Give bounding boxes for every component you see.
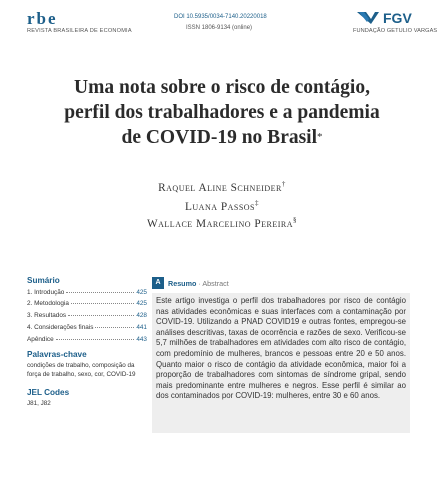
toc-item[interactable] <box>27 289 147 296</box>
summary-heading: Sumário <box>27 276 60 285</box>
fgv-mark-accent <box>359 12 369 22</box>
abstract-label-alt: Abstract <box>202 279 229 288</box>
author <box>0 199 444 213</box>
toc-page: 428 <box>136 312 147 319</box>
fgv-logo-text: FGV <box>383 10 412 25</box>
toc-leader <box>66 291 134 293</box>
toc-item[interactable] <box>27 324 147 331</box>
toc-label: 3. Resultados <box>27 312 67 319</box>
toc-page: 425 <box>136 289 147 296</box>
abstract-heading <box>168 279 229 288</box>
title-line-3 <box>30 125 414 150</box>
author <box>0 216 444 230</box>
toc-item[interactable] <box>27 300 147 307</box>
toc-label: Apêndice <box>27 336 54 343</box>
toc-page: 441 <box>136 324 147 331</box>
abstract-label: Resumo <box>168 279 197 288</box>
foundation-name: FUNDAÇÃO GETULIO VARGAS <box>353 28 438 34</box>
toc-leader <box>68 314 134 316</box>
jel-codes: J81, J82 <box>27 400 51 407</box>
abstract-icon: A <box>152 277 164 289</box>
toc-label: 4. Considerações finais <box>27 324 94 331</box>
issn-text: ISSN 1806-9134 (online) <box>186 25 253 31</box>
toc-leader <box>95 326 134 328</box>
author-footnote-marker[interactable]: † <box>281 180 286 188</box>
toc-page: 443 <box>136 336 147 343</box>
author-footnote-marker[interactable]: § <box>293 216 298 224</box>
abstract-separator: · <box>196 279 203 288</box>
title-line-1: Uma nota sobre o risco de contágio, <box>74 77 370 98</box>
keywords-text: condições de trabalho, composição da força de trabalho, sexo, cor, COVID-19 <box>27 362 136 378</box>
author-footnote-marker[interactable]: ‡ <box>255 199 260 207</box>
fgv-logo-icon <box>357 9 427 25</box>
keywords-heading: Palavras-chave <box>27 350 87 359</box>
toc-item[interactable] <box>27 312 147 319</box>
toc-leader <box>56 338 135 340</box>
toc-label: 2. Metodologia <box>27 300 69 307</box>
paper-title <box>30 75 414 150</box>
jel-heading: JEL Codes <box>27 388 70 397</box>
toc-page: 425 <box>136 300 147 307</box>
title-line-2: perfil dos trabalhadores e a pandemia <box>64 102 380 123</box>
journal-name: REVISTA BRASILEIRA DE ECONOMIA <box>27 28 132 34</box>
title-line-3-text: de COVID-19 no Brasil <box>121 127 318 148</box>
title-footnote-marker[interactable]: * <box>317 131 323 143</box>
author-name: Wallace Marcelino Pereira <box>146 217 294 230</box>
journal-logo: rbe <box>27 9 58 28</box>
author-name: Luana Passos <box>184 200 256 213</box>
toc-leader <box>71 302 134 304</box>
toc-label: 1. Introdução <box>27 289 65 296</box>
author <box>0 180 444 194</box>
author-name: Raquel Aline Schneider <box>158 181 282 194</box>
doi-text[interactable]: DOI 10.5935/0034-7140.20220018 <box>174 14 267 20</box>
toc-item[interactable] <box>27 336 147 343</box>
abstract-text: Este artigo investiga o perfil dos trabalhadores por risco de contágio nas atividades econômicas e suas interfaces com a contaminação por COVID-19. Utilizando a PNAD COVID19 e outras fontes, empregou-se análises descritivas, taxas de ocorrência e razões de sexo. Verificou-se 5,7 milhões de trabalhadores em atividades com alto risco de contágio, com predomínio de mulheres, brancos e pessoas entre 20 e 50 anos. Quanto maior o risco de contágio da atividade econômica, maior foi a proporção de trabalhadores com sintomas de síndrome gripal, sendo mais predominante entre mulheres e negros. Esse perfil é similar ao dos contaminados por COVID-19: mulheres, entre 30 e 60 anos. <box>156 296 406 401</box>
